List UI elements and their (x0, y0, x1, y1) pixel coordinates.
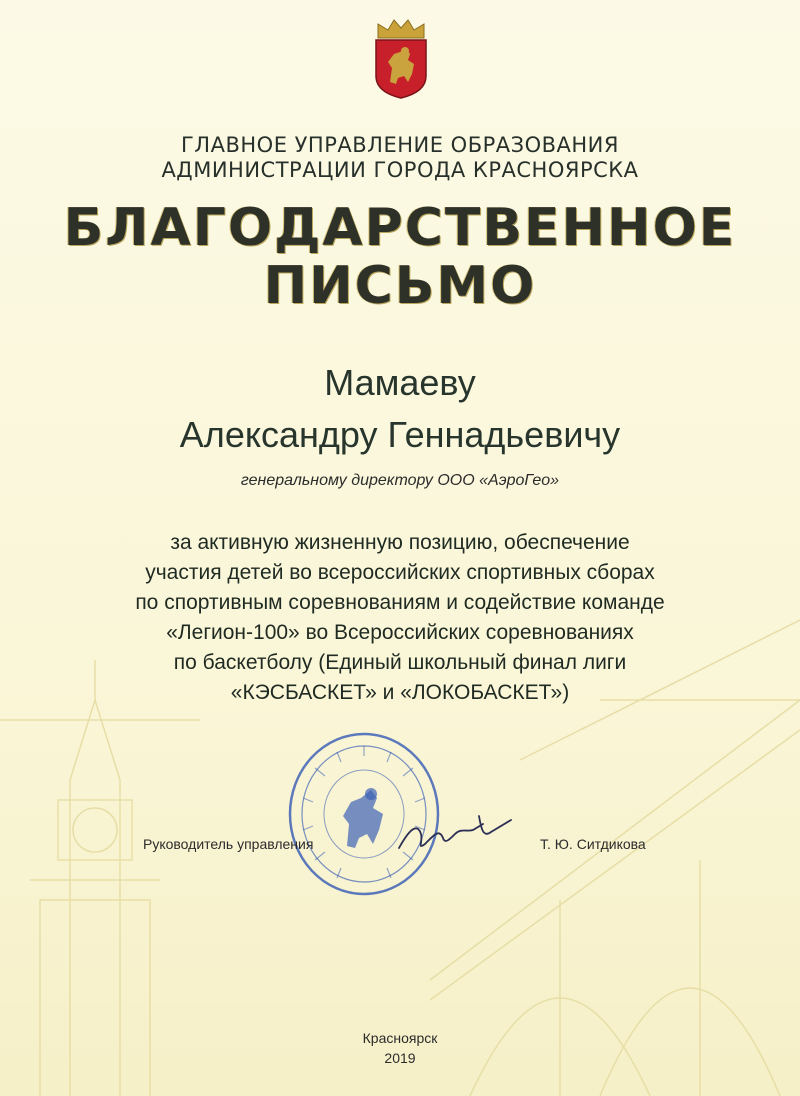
organization-name-line2: АДМИНИСТРАЦИИ ГОРОДА КРАСНОЯРСКА (161, 158, 639, 182)
handwritten-signature (395, 810, 515, 860)
document-title-line2: ПИСЬМО (263, 256, 537, 316)
signature-label: Руководитель управления (143, 836, 314, 852)
reason-text (0, 528, 800, 708)
reason-line: «Легион-100» во Всероссийских соревнованиях (166, 621, 634, 644)
footer-city: Красноярск (362, 1030, 438, 1046)
reason-line: по баскетболу (Единый школьный финал лиги (173, 651, 627, 674)
reason-line: за активную жизненную позицию, обеспечение (170, 531, 630, 554)
recipient-given-names: Александру Геннадьевичу (179, 414, 621, 455)
coat-of-arms-emblem (370, 18, 432, 100)
reason-line: «КЭСБАСКЕТ» и «ЛОКОБАСКЕТ») (230, 681, 570, 704)
recipient-position: генеральному директору ООО «АэроГео» (240, 472, 560, 489)
signer-name: Т. Ю. Ситдикова (540, 836, 646, 852)
reason-line: участия детей во всероссийских спортивных сборах (145, 561, 655, 584)
footer-year: 2019 (384, 1050, 416, 1066)
recipient-surname: Мамаеву (324, 362, 476, 403)
document-title-line1: БЛАГОДАРСТВЕННОЕ (63, 198, 737, 258)
reason-line: по спортивным соревнованиям и содействие команде (135, 591, 665, 614)
organization-name-line1: ГЛАВНОЕ УПРАВЛЕНИЕ ОБРАЗОВАНИЯ (181, 133, 619, 157)
